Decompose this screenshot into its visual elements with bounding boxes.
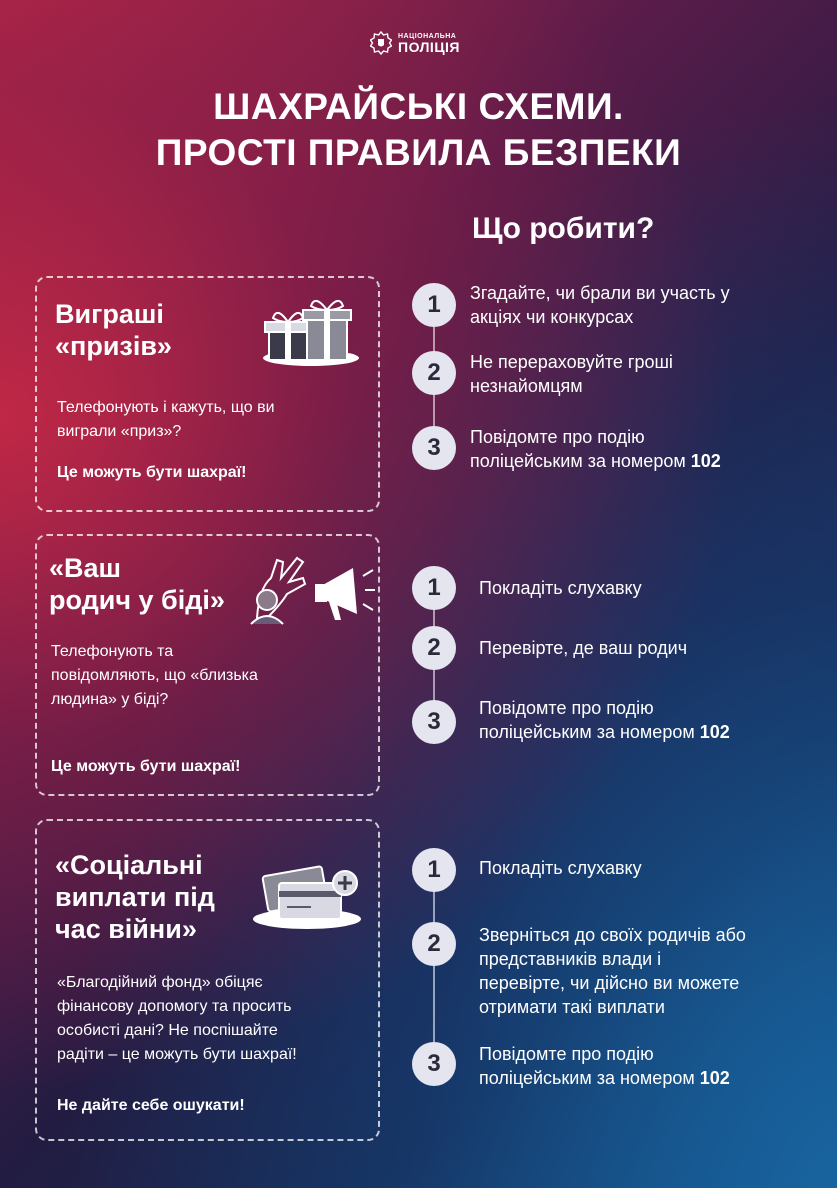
step-text-main: Повідомте про подію поліцейським за номером <box>470 427 686 471</box>
step-number: 3 <box>412 700 456 744</box>
step-text: Не перераховуйте гроші незнайомцям <box>470 352 673 396</box>
step-text: Згадайте, чи брали ви участь у акціях чи конкурсах <box>470 283 730 327</box>
step-number: 3 <box>412 426 456 470</box>
step-number: 1 <box>412 566 456 610</box>
emergency-number: 102 <box>699 722 730 742</box>
step-number: 2 <box>412 922 456 966</box>
what-to-do-heading: Що робити? <box>472 212 655 245</box>
distress-megaphone-icon <box>237 548 377 628</box>
step-text: Покладіть слухавку <box>479 858 642 878</box>
gift-boxes-icon <box>259 296 359 366</box>
scheme-title: «Ваш родич у біді» <box>49 553 225 615</box>
step-text: Покладіть слухавку <box>479 578 642 598</box>
payment-cards-icon <box>251 861 367 931</box>
scheme-title: Виграші «призів» <box>55 299 172 361</box>
step-number: 3 <box>412 1042 456 1086</box>
scheme-warning: Це можуть бути шахраї! <box>51 758 241 775</box>
emergency-number: 102 <box>690 451 721 471</box>
step-number: 1 <box>412 848 456 892</box>
step-text: Перевірте, де ваш родич <box>479 638 688 658</box>
emergency-number: 102 <box>699 1068 730 1088</box>
scheme-card-social-payments <box>35 819 380 1141</box>
scheme-description: Телефонують та повідомляють, що «близька людина» у біді? <box>51 643 258 708</box>
page-title-line-1: ШАХРАЙСЬКІ СХЕМИ. <box>213 86 624 127</box>
step-text <box>470 425 721 473</box>
step-number: 2 <box>412 626 456 670</box>
step-text-main: Повідомте про подію поліцейським за номером <box>479 1044 695 1088</box>
scheme-card-prizes <box>35 276 380 512</box>
scheme-card-relative <box>35 534 380 796</box>
scheme-warning: Це можуть бути шахраї! <box>57 464 247 481</box>
steps-connector <box>433 870 435 1064</box>
scheme-warning: Не дайте себе ошукати! <box>57 1097 245 1114</box>
logo-line-2: ПОЛІЦІЯ <box>398 38 460 55</box>
step-text <box>479 1042 730 1090</box>
scheme-title: «Соціальні виплати під час війни» <box>55 850 215 944</box>
scheme-description: «Благодійний фонд» обіцяє фінансову допомогу та просить особисті дані? Не поспішайте радіти – це можуть бути шахраї! <box>57 974 297 1063</box>
police-logo <box>370 30 460 56</box>
step-text <box>479 696 730 744</box>
step-text: Зверніться до своїх родичів або представників влади і перевірте, чи дійсно ви можете отримати такі виплати <box>479 925 746 1017</box>
step-number: 1 <box>412 283 456 327</box>
step-number: 2 <box>412 351 456 395</box>
police-badge-icon <box>370 31 392 55</box>
scheme-description: Телефонують і кажуть, що ви виграли «приз»? <box>57 399 275 440</box>
logo-line-1: НАЦІОНАЛЬНА <box>398 32 457 40</box>
page-title-line-2: ПРОСТІ ПРАВИЛА БЕЗПЕКИ <box>155 132 682 173</box>
step-text-main: Повідомте про подію поліцейським за номером <box>479 698 695 742</box>
